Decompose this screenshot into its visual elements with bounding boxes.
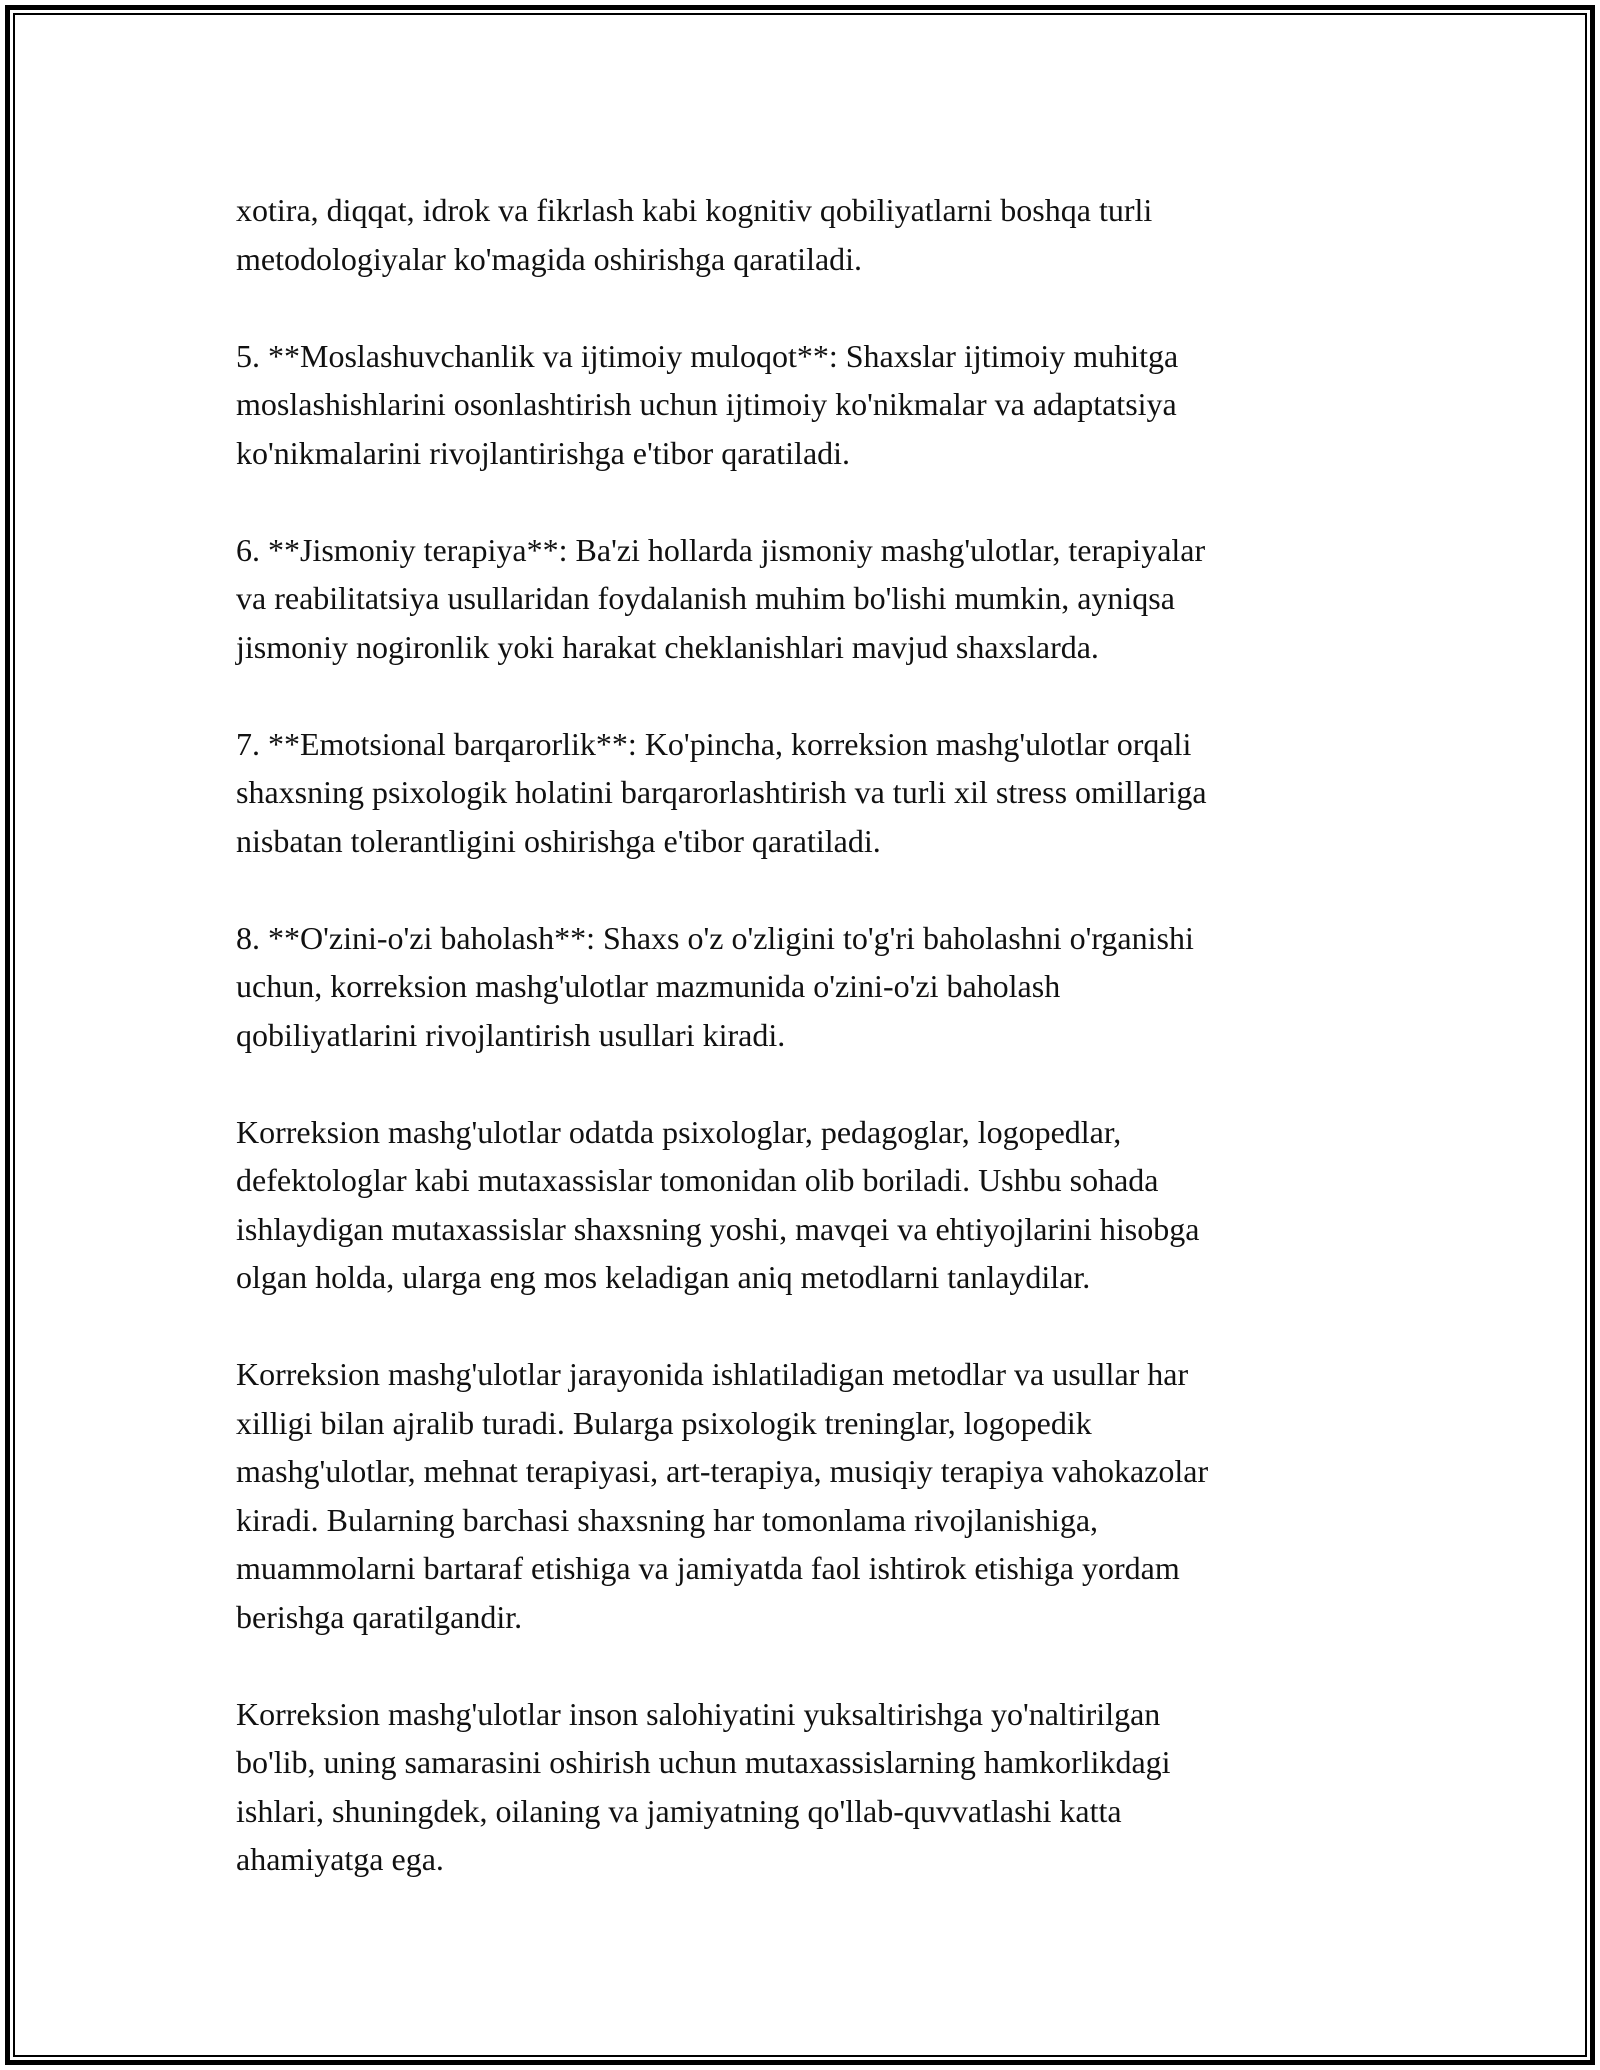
text-line: berishga qaratilgandir. xyxy=(236,1598,523,1635)
document-body xyxy=(236,186,1366,1932)
paragraph-item-8 xyxy=(236,914,1366,1060)
text-line: ishlaydigan mutaxassislar shaxsning yoshi, mavqei va ehtiyojlarini hisobga xyxy=(236,1210,1200,1247)
text-line: defektologlar kabi mutaxassislar tomonidan olib boriladi. Ushbu sohada xyxy=(236,1162,1159,1198)
text-line: 6. **Jismoniy terapiya**: Ba'zi hollarda jismoniy mashg'ulotlar, terapiyalar xyxy=(236,531,1206,568)
paragraph-methods xyxy=(236,1350,1366,1641)
text-line: uchun, korreksion mashg'ulotlar mazmunida o'zini-o'zi baholash xyxy=(236,968,1061,1004)
text-line: muammolarni bartaraf etishiga va jamiyatda faol ishtirok etishiga yordam xyxy=(236,1550,1180,1586)
paragraph-specialists xyxy=(236,1108,1366,1302)
text-line: va reabilitatsiya usullaridan foydalanish muhim bo'lishi mumkin, ayniqsa xyxy=(236,580,1175,616)
text-line: olgan holda, ularga eng mos keladigan aniq metodlarni tanlaydilar. xyxy=(236,1259,1091,1295)
text-line: qobiliyatlarini rivojlantirish usullari kiradi. xyxy=(236,1016,786,1053)
paragraph-item-7 xyxy=(236,720,1366,866)
text-line: 7. **Emotsional barqarorlik**: Ko'pincha, korreksion mashg'ulotlar orqali xyxy=(236,725,1192,762)
text-line: ahamiyatga ega. xyxy=(236,1841,444,1877)
text-line: jismoniy nogironlik yoki harakat cheklanishlari mavjud shaxslarda. xyxy=(236,628,1099,665)
paragraph-1 xyxy=(236,186,1366,283)
text-line: bo'lib, uning samarasini oshirish uchun mutaxassislarning hamkorlikdagi xyxy=(236,1744,1171,1780)
text-line: Korreksion mashg'ulotlar odatda psixologlar, pedagoglar, logopedlar, xyxy=(236,1113,1122,1150)
text-line: 8. **O'zini-o'zi baholash**: Shaxs o'z o'zligini to'g'ri baholashni o'rganishi xyxy=(236,919,1194,956)
text-line: mashg'ulotlar, mehnat terapiyasi, art-terapiya, musiqiy terapiya vahokazolar xyxy=(236,1453,1209,1489)
text-line: ishlari, shuningdek, oilaning va jamiyatning qo'llab-quvvatlashi katta xyxy=(236,1792,1122,1829)
text-line: nisbatan tolerantligini oshirishga e'tibor qaratiladi. xyxy=(236,822,881,859)
text-line: metodologiyalar ko'magida oshirishga qaratiladi. xyxy=(236,240,863,277)
paragraph-item-5 xyxy=(236,332,1366,478)
text-line: xotira, diqqat, idrok va fikrlash kabi kognitiv qobiliyatlarni boshqa turli xyxy=(236,192,1153,228)
text-line: Korreksion mashg'ulotlar jarayonida ishlatiladigan metodlar va usullar har xyxy=(236,1356,1189,1392)
text-line: 5. **Moslashuvchanlik va ijtimoiy muloqot**: Shaxslar ijtimoiy muhitga xyxy=(236,337,1179,374)
paragraph-item-6 xyxy=(236,526,1366,672)
text-line: xilligi bilan ajralib turadi. Bularga psixologik treninglar, logopedik xyxy=(236,1404,1092,1441)
text-line: Korreksion mashg'ulotlar inson salohiyatini yuksaltirishga yo'naltirilgan xyxy=(236,1695,1161,1732)
text-line: kiradi. Bularning barchasi shaxsning har tomonlama rivojlanishiga, xyxy=(236,1501,1099,1538)
text-line: moslashishlarini osonlashtirish uchun ijtimoiy ko'nikmalar va adaptatsiya xyxy=(236,386,1177,422)
text-line: shaxsning psixologik holatini barqarorlashtirish va turli xil stress omillariga xyxy=(236,774,1207,810)
paragraph-conclusion xyxy=(236,1690,1366,1884)
text-line: ko'nikmalarini rivojlantirishga e'tibor qaratiladi. xyxy=(236,434,851,471)
